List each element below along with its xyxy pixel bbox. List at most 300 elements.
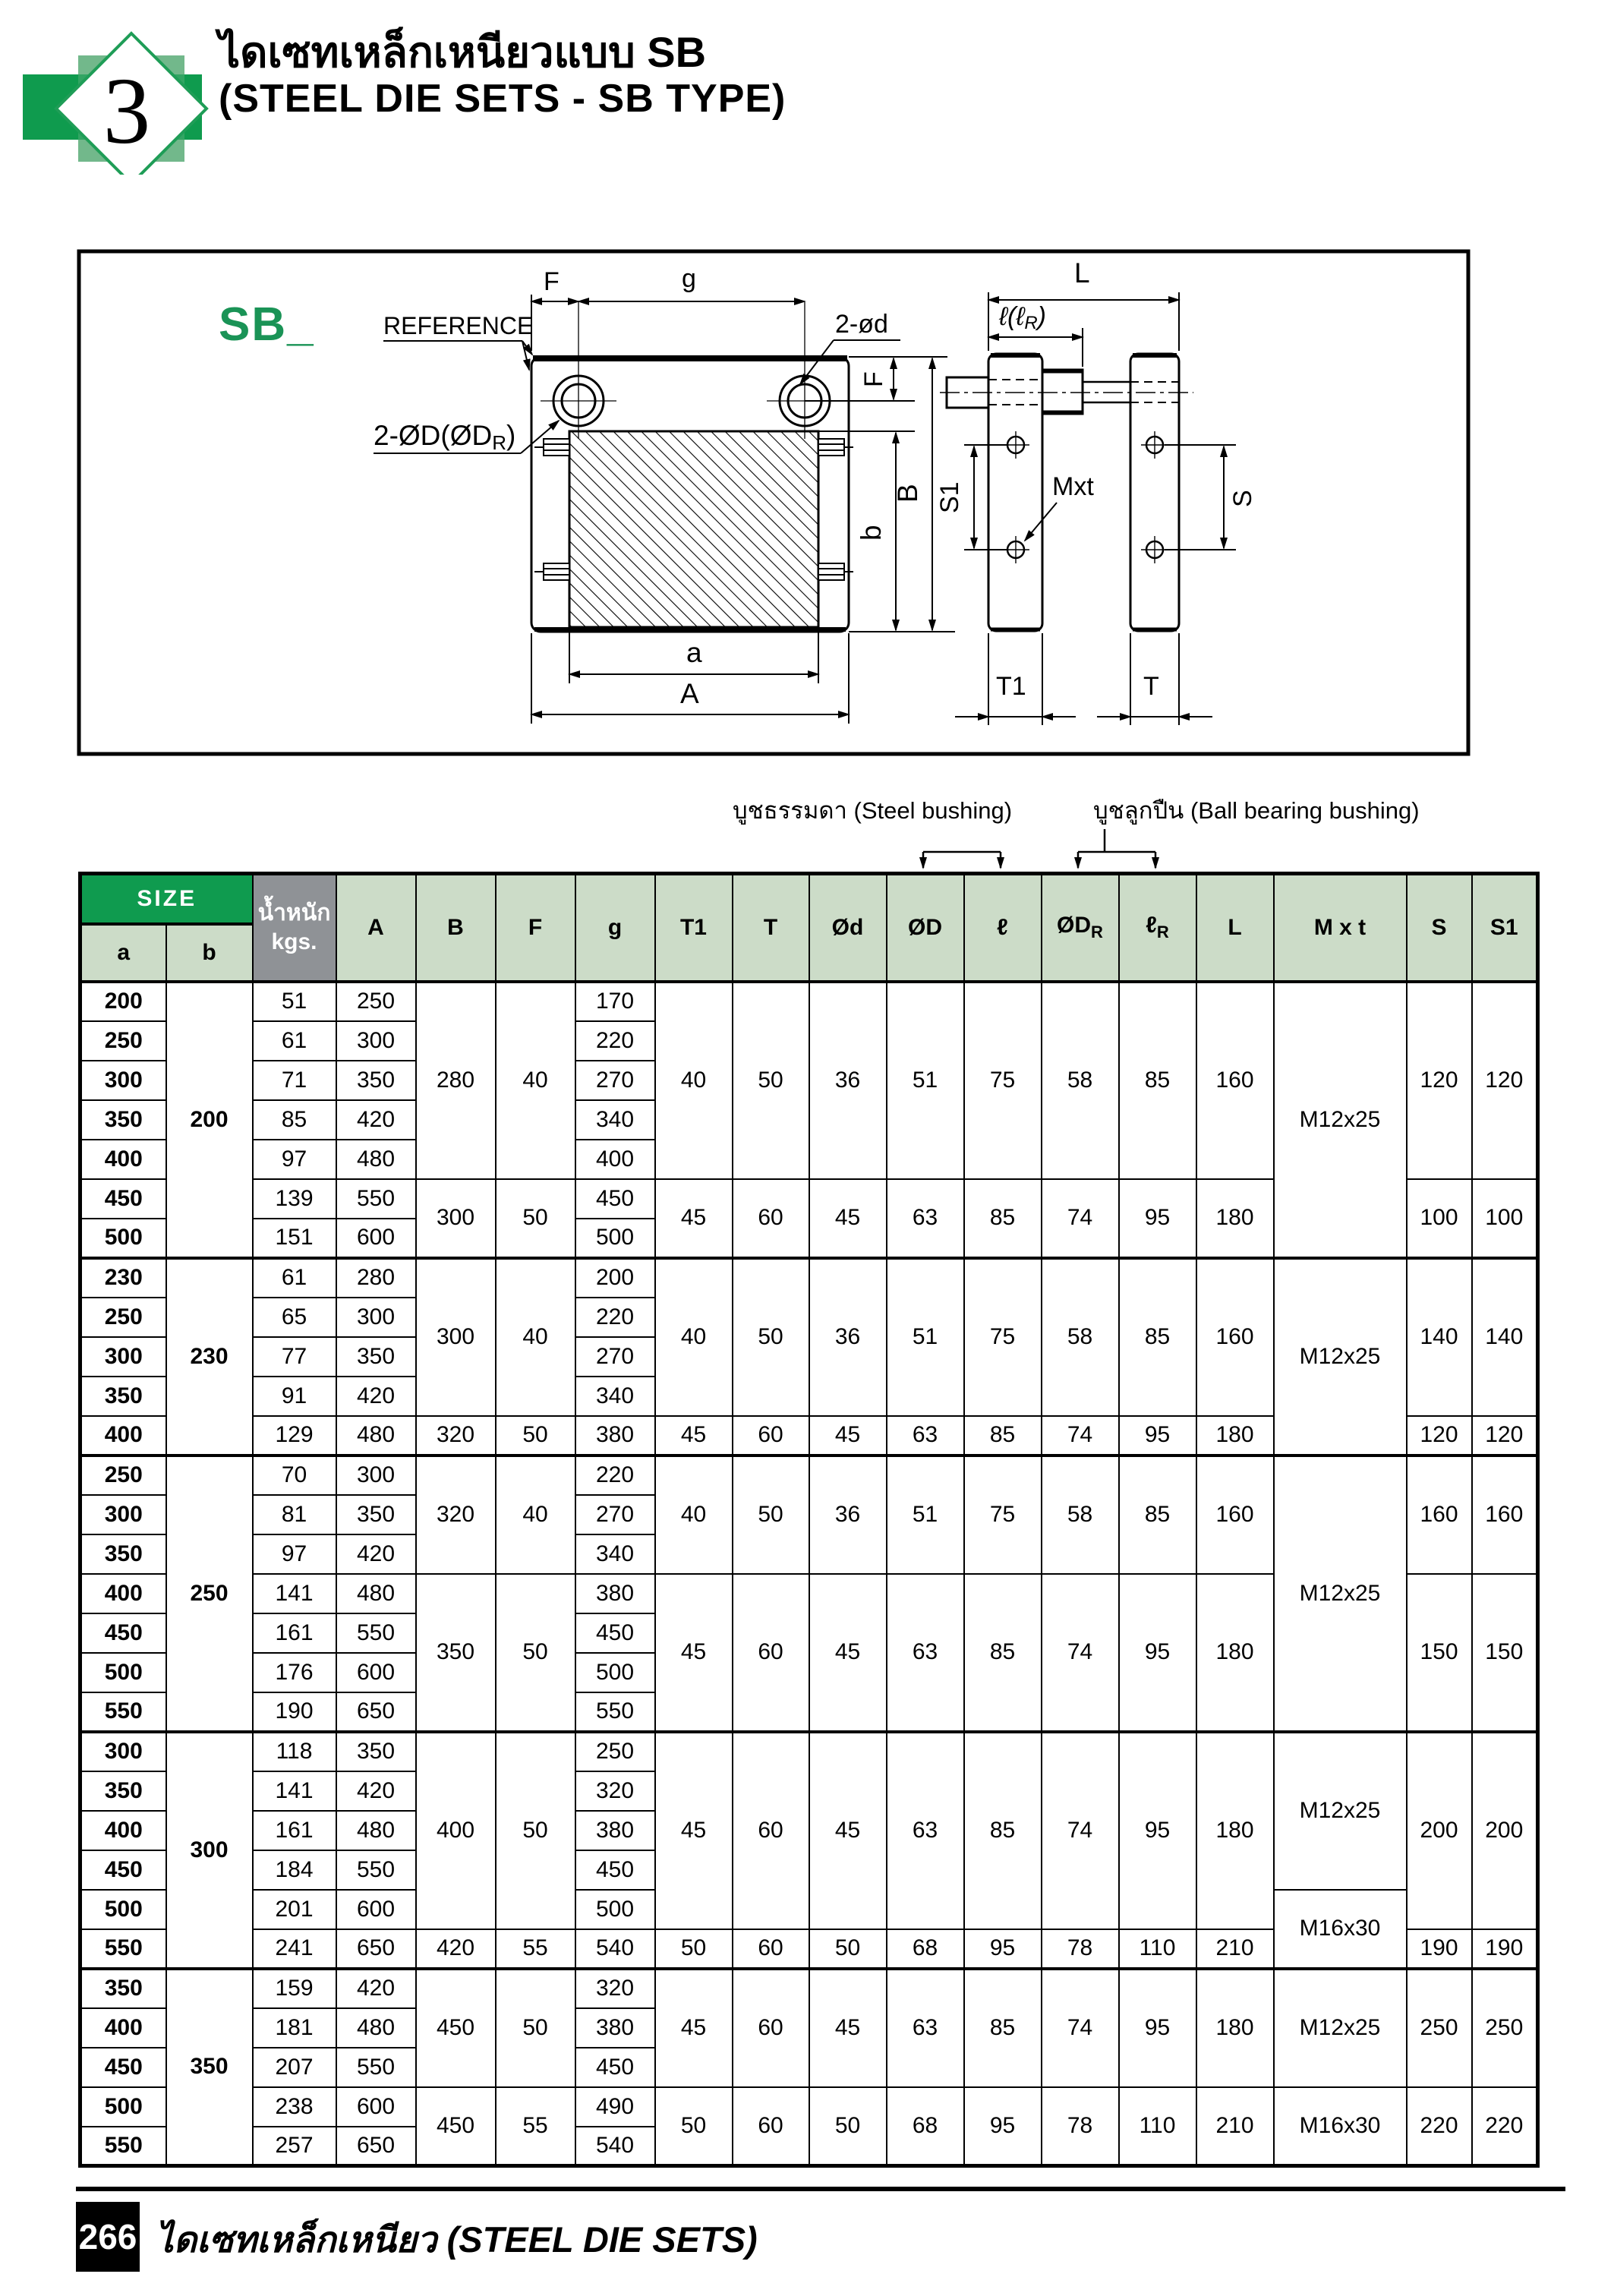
table-cell: 150 <box>1472 1574 1538 1732</box>
table-cell: M16x30 <box>1274 1890 1407 1969</box>
header-col: ØD <box>887 874 964 982</box>
table-cell: 200 <box>80 982 166 1021</box>
table-cell: 58 <box>1042 982 1119 1179</box>
table-cell: 50 <box>655 1929 733 1969</box>
table-cell: 400 <box>416 1732 496 1929</box>
table-cell: 65 <box>253 1298 336 1337</box>
table-cell: 141 <box>253 1771 336 1811</box>
dim-label-S1: S1 <box>935 481 964 513</box>
dim-label-B: B <box>892 484 923 503</box>
table-cell: 50 <box>733 1258 809 1416</box>
table-cell: 257 <box>253 2127 336 2166</box>
table-cell: 340 <box>575 1100 655 1140</box>
table-cell: 77 <box>253 1337 336 1377</box>
page-title-english: (STEEL DIE SETS - SB TYPE) <box>219 77 787 121</box>
table-cell: 50 <box>733 1456 809 1574</box>
table-cell: 110 <box>1119 1929 1196 1969</box>
dim-label-T1: T1 <box>996 672 1026 701</box>
table-row <box>80 1969 1538 2008</box>
dim-label-L: L <box>1074 257 1090 289</box>
table-cell: 68 <box>887 2087 964 2166</box>
table-cell: 500 <box>575 1890 655 1929</box>
table-cell: 400 <box>575 1140 655 1179</box>
table-cell: 550 <box>80 1929 166 1969</box>
table-cell: 150 <box>1407 1574 1472 1732</box>
table-row <box>80 1456 1538 1495</box>
table-cell: 550 <box>336 2048 416 2087</box>
table-cell: 70 <box>253 1456 336 1495</box>
table-cell: 139 <box>253 1179 336 1219</box>
table-cell: 141 <box>253 1574 336 1613</box>
table-cell: 75 <box>964 1258 1042 1416</box>
table-cell: 250 <box>80 1456 166 1495</box>
table-cell: 45 <box>809 1732 887 1929</box>
table-cell: 129 <box>253 1416 336 1456</box>
table-cell: 450 <box>80 1850 166 1890</box>
header-col: S <box>1407 874 1472 982</box>
table-cell: 500 <box>80 1890 166 1929</box>
dim-label-S: S <box>1228 490 1257 507</box>
table-cell: 95 <box>964 2087 1042 2166</box>
table-cell: 540 <box>575 2127 655 2166</box>
table-cell: 97 <box>253 1140 336 1179</box>
table-cell: 250 <box>80 1021 166 1061</box>
steel-bushing-note: บูชธรรมดา (Steel bushing) <box>733 797 1013 824</box>
table-cell: 78 <box>1042 1929 1119 1969</box>
table-cell: 68 <box>887 1929 964 1969</box>
table-cell: 75 <box>964 982 1042 1179</box>
table-cell: 380 <box>575 1811 655 1850</box>
table-cell: 40 <box>655 1456 733 1574</box>
table-cell: 600 <box>336 1219 416 1258</box>
table-cell: 480 <box>336 2008 416 2048</box>
table-cell: 180 <box>1196 1179 1274 1258</box>
page-title-thai: ไดเซทเหล็กเหนียวแบบ SB <box>219 28 707 76</box>
table-cell: 300 <box>80 1061 166 1100</box>
table-cell: 207 <box>253 2048 336 2087</box>
header-weight-unit: kgs. <box>271 929 317 954</box>
table-cell: 40 <box>496 1258 575 1416</box>
table-cell: 160 <box>1196 1456 1274 1574</box>
table-cell: 50 <box>496 1574 575 1732</box>
table-cell: 450 <box>575 1179 655 1219</box>
table-cell: 320 <box>416 1456 496 1574</box>
table-cell: 36 <box>809 1258 887 1416</box>
table-cell: 600 <box>336 1890 416 1929</box>
table-cell: 350 <box>80 1534 166 1574</box>
table-cell: 200 <box>166 982 253 1258</box>
table-cell: 250 <box>336 982 416 1021</box>
table-cell: 350 <box>80 1771 166 1811</box>
table-cell: 74 <box>1042 1969 1119 2087</box>
table-cell: 230 <box>80 1258 166 1298</box>
table-cell: M12x25 <box>1274 982 1407 1258</box>
table-cell: 85 <box>964 1574 1042 1732</box>
table-cell: 420 <box>336 1969 416 2008</box>
table-cell: 550 <box>575 1692 655 1732</box>
table-cell: 480 <box>336 1811 416 1850</box>
spec-table-header <box>80 874 1538 982</box>
table-cell: 45 <box>655 1179 733 1258</box>
table-cell: 380 <box>575 2008 655 2048</box>
page-number-badge: 266 <box>76 2202 140 2272</box>
table-cell: 250 <box>80 1298 166 1337</box>
table-cell: 350 <box>416 1574 496 1732</box>
table-cell: 91 <box>253 1377 336 1416</box>
table-cell: 300 <box>166 1732 253 1969</box>
table-cell: 45 <box>809 1574 887 1732</box>
table-cell: 350 <box>336 1495 416 1534</box>
table-cell: 350 <box>80 1100 166 1140</box>
table-cell: 45 <box>809 1969 887 2087</box>
table-cell: 95 <box>1119 1179 1196 1258</box>
table-cell: 85 <box>1119 1456 1196 1574</box>
table-cell: 78 <box>1042 2087 1119 2166</box>
table-cell: 190 <box>1472 1929 1538 1969</box>
table-cell: 50 <box>809 2087 887 2166</box>
table-cell: 400 <box>80 1140 166 1179</box>
table-cell: 100 <box>1472 1179 1538 1258</box>
table-cell: 45 <box>809 1179 887 1258</box>
table-cell: 40 <box>655 982 733 1179</box>
dim-label-g: g <box>682 264 696 293</box>
table-cell: 160 <box>1407 1456 1472 1574</box>
table-cell: 75 <box>964 1456 1042 1574</box>
header-col: F <box>496 874 575 982</box>
spec-table <box>78 872 1540 2168</box>
table-cell: 159 <box>253 1969 336 2008</box>
table-cell: 400 <box>80 1574 166 1613</box>
table-cell: 45 <box>655 1574 733 1732</box>
header-weight-thai: น้ำหนัก <box>257 900 331 926</box>
table-cell: 50 <box>733 982 809 1179</box>
table-cell: 450 <box>80 1179 166 1219</box>
table-cell: 201 <box>253 1890 336 1929</box>
header-col: B <box>416 874 496 982</box>
table-cell: 280 <box>336 1258 416 1298</box>
dim-label-F-right: F <box>859 371 888 387</box>
table-cell: 63 <box>887 1416 964 1456</box>
table-cell: M16x30 <box>1274 2087 1407 2166</box>
table-cell: 650 <box>336 1929 416 1969</box>
table-cell: M12x25 <box>1274 1258 1407 1456</box>
table-cell: 300 <box>80 1732 166 1771</box>
table-row <box>80 1258 1538 1298</box>
table-cell: 50 <box>809 1929 887 1969</box>
table-cell: 450 <box>416 1969 496 2087</box>
table-cell: 81 <box>253 1495 336 1534</box>
table-cell: 350 <box>336 1061 416 1100</box>
table-cell: 85 <box>964 1179 1042 1258</box>
table-cell: 60 <box>733 1416 809 1456</box>
spec-table-body <box>80 982 1538 2166</box>
footer-title: ไดเซทเหล็กเหนียว (STEEL DIE SETS) <box>156 2219 758 2260</box>
table-cell: 120 <box>1472 982 1538 1179</box>
table-cell: 380 <box>575 1574 655 1613</box>
table-cell: 450 <box>80 2048 166 2087</box>
header-col: L <box>1196 874 1274 982</box>
table-cell: 190 <box>1407 1929 1472 1969</box>
table-cell: 60 <box>733 2087 809 2166</box>
table-cell: 220 <box>575 1021 655 1061</box>
table-cell: 110 <box>1119 2087 1196 2166</box>
table-cell: 151 <box>253 1219 336 1258</box>
table-cell: 100 <box>1407 1179 1472 1258</box>
table-cell: 420 <box>336 1771 416 1811</box>
table-cell: 320 <box>416 1416 496 1456</box>
table-cell: 36 <box>809 982 887 1179</box>
table-cell: 95 <box>1119 1416 1196 1456</box>
table-cell: 550 <box>336 1179 416 1219</box>
table-cell: 230 <box>166 1258 253 1456</box>
table-cell: 120 <box>1472 1416 1538 1456</box>
table-cell: 95 <box>1119 1732 1196 1929</box>
table-cell: 40 <box>496 1456 575 1574</box>
table-cell: 420 <box>336 1534 416 1574</box>
table-cell: 238 <box>253 2087 336 2127</box>
table-cell: 600 <box>336 2087 416 2127</box>
table-cell: 490 <box>575 2087 655 2127</box>
ball-bushing-note: บูชลูกปืน (Ball bearing bushing) <box>1093 797 1420 824</box>
table-cell: 320 <box>575 1771 655 1811</box>
table-cell: 200 <box>1407 1732 1472 1929</box>
table-cell: 74 <box>1042 1574 1119 1732</box>
table-cell: 45 <box>809 1416 887 1456</box>
table-cell: 180 <box>1196 1574 1274 1732</box>
table-cell: 241 <box>253 1929 336 1969</box>
table-cell: 85 <box>964 1732 1042 1929</box>
table-cell: 220 <box>575 1298 655 1337</box>
table-cell: 650 <box>336 1692 416 1732</box>
table-cell: 200 <box>1472 1732 1538 1929</box>
table-cell: 118 <box>253 1732 336 1771</box>
table-cell: 181 <box>253 2008 336 2048</box>
table-cell: 500 <box>80 1219 166 1258</box>
table-cell: 184 <box>253 1850 336 1890</box>
table-cell: 36 <box>809 1456 887 1574</box>
table-cell: 45 <box>655 1969 733 2087</box>
table-cell: 250 <box>575 1732 655 1771</box>
table-cell: 540 <box>575 1929 655 1969</box>
table-cell: 480 <box>336 1416 416 1456</box>
table-cell: 45 <box>655 1732 733 1929</box>
table-cell: 300 <box>80 1495 166 1534</box>
table-cell: 250 <box>166 1456 253 1732</box>
table-cell: 350 <box>336 1732 416 1771</box>
table-cell: 50 <box>496 1416 575 1456</box>
table-cell: 51 <box>887 1456 964 1574</box>
table-cell: 97 <box>253 1534 336 1574</box>
table-cell: 300 <box>336 1021 416 1061</box>
dim-label-l: ℓ(ℓR) <box>999 302 1046 333</box>
table-cell: 140 <box>1472 1258 1538 1416</box>
table-cell: 400 <box>80 1811 166 1850</box>
table-cell: 74 <box>1042 1732 1119 1929</box>
table-cell: 51 <box>887 1258 964 1416</box>
table-cell: 420 <box>336 1100 416 1140</box>
table-cell: M12x25 <box>1274 1969 1407 2087</box>
dim-label-A: A <box>680 678 699 709</box>
table-cell: 85 <box>964 1969 1042 2087</box>
table-cell: 400 <box>80 1416 166 1456</box>
table-cell: 450 <box>416 2087 496 2166</box>
header-col: ℓ$_R$ <box>1119 874 1196 982</box>
table-cell: 450 <box>80 1613 166 1653</box>
table-cell: 220 <box>575 1456 655 1495</box>
table-cell: 60 <box>733 1179 809 1258</box>
table-cell: 61 <box>253 1021 336 1061</box>
table-cell: 50 <box>496 1179 575 1258</box>
table-cell: 74 <box>1042 1416 1119 1456</box>
table-cell: 51 <box>253 982 336 1021</box>
table-cell: 95 <box>1119 1574 1196 1732</box>
table-cell: 170 <box>575 982 655 1021</box>
table-cell: 140 <box>1407 1258 1472 1416</box>
table-cell: 450 <box>575 1613 655 1653</box>
table-cell: 450 <box>575 1850 655 1890</box>
table-cell: 160 <box>1196 982 1274 1179</box>
footer-rule <box>76 2187 1565 2191</box>
header-weight <box>253 874 336 982</box>
table-cell: 160 <box>1472 1456 1538 1574</box>
table-cell: 500 <box>80 2087 166 2127</box>
table-cell: 550 <box>336 1613 416 1653</box>
table-cell: 300 <box>416 1179 496 1258</box>
table-cell: 450 <box>575 2048 655 2087</box>
table-cell: 270 <box>575 1337 655 1377</box>
table-cell: 176 <box>253 1653 336 1692</box>
table-cell: 350 <box>166 1969 253 2166</box>
table-cell: 400 <box>80 2008 166 2048</box>
table-cell: 58 <box>1042 1258 1119 1416</box>
table-cell: 270 <box>575 1061 655 1100</box>
table-cell: 350 <box>80 1969 166 2008</box>
table-cell: 60 <box>733 1969 809 2087</box>
header-col: T <box>733 874 809 982</box>
table-cell: 340 <box>575 1377 655 1416</box>
dim-label-F-top: F <box>544 267 560 296</box>
table-cell: 550 <box>336 1850 416 1890</box>
table-cell: 550 <box>80 2127 166 2166</box>
table-cell: 161 <box>253 1613 336 1653</box>
table-row <box>80 1732 1538 1771</box>
table-cell: 650 <box>336 2127 416 2166</box>
table-cell: 350 <box>336 1337 416 1377</box>
dim-label-a: a <box>686 637 702 668</box>
table-cell: 350 <box>80 1377 166 1416</box>
table-cell: 40 <box>655 1258 733 1416</box>
table-cell: 85 <box>1119 982 1196 1179</box>
table-cell: 50 <box>496 1969 575 2087</box>
table-cell: 45 <box>655 1416 733 1456</box>
table-cell: 210 <box>1196 1929 1274 1969</box>
table-cell: 300 <box>80 1337 166 1377</box>
dim-label-b: b <box>856 525 887 541</box>
table-cell: 300 <box>416 1258 496 1416</box>
table-cell: 120 <box>1407 1416 1472 1456</box>
table-cell: 340 <box>575 1534 655 1574</box>
table-cell: 85 <box>1119 1258 1196 1416</box>
table-cell: 180 <box>1196 1416 1274 1456</box>
table-cell: 40 <box>496 982 575 1179</box>
table-cell: 270 <box>575 1495 655 1534</box>
table-cell: 85 <box>964 1416 1042 1456</box>
header-a: a <box>80 924 166 982</box>
table-cell: 480 <box>336 1574 416 1613</box>
reference-label: REFERENCE <box>383 312 534 339</box>
table-cell: 190 <box>253 1692 336 1732</box>
table-cell: M12x25 <box>1274 1732 1407 1890</box>
header-col: Ød <box>809 874 887 982</box>
table-cell: 50 <box>496 1732 575 1929</box>
header-col: $ØD_R$ <box>1042 874 1119 982</box>
holes-small-label: 2-ød <box>835 310 888 339</box>
header-col: ℓ <box>964 874 1042 982</box>
table-cell: 180 <box>1196 1969 1274 2087</box>
table-cell: 220 <box>1472 2087 1538 2166</box>
table-cell: 51 <box>887 982 964 1179</box>
header-col: A <box>336 874 416 982</box>
table-row <box>80 2087 1538 2127</box>
table-cell: 160 <box>1196 1258 1274 1416</box>
table-cell: 500 <box>575 1653 655 1692</box>
dim-label-Mxt: Mxt <box>1052 472 1094 501</box>
table-cell: 63 <box>887 1179 964 1258</box>
table-cell: 420 <box>416 1929 496 1969</box>
table-cell: 85 <box>253 1100 336 1140</box>
table-cell: 180 <box>1196 1732 1274 1929</box>
table-cell: 250 <box>1407 1969 1472 2087</box>
table-cell: 60 <box>733 1732 809 1929</box>
header-col: g <box>575 874 655 982</box>
table-cell: 280 <box>416 982 496 1179</box>
table-cell: 55 <box>496 1929 575 1969</box>
table-cell: 58 <box>1042 1456 1119 1574</box>
table-cell: 63 <box>887 1969 964 2087</box>
table-cell: 320 <box>575 1969 655 2008</box>
table-cell: 74 <box>1042 1179 1119 1258</box>
table-cell: M12x25 <box>1274 1456 1407 1732</box>
header-col: S1 <box>1472 874 1538 982</box>
table-cell: 55 <box>496 2087 575 2166</box>
table-cell: 500 <box>575 1219 655 1258</box>
dim-label-T: T <box>1143 672 1159 701</box>
table-cell: 250 <box>1472 1969 1538 2087</box>
table-cell: 200 <box>575 1258 655 1298</box>
header-col: T1 <box>655 874 733 982</box>
model-label: SB_ <box>219 298 315 351</box>
table-cell: 61 <box>253 1258 336 1298</box>
table-cell: 50 <box>655 2087 733 2166</box>
table-cell: 550 <box>80 1692 166 1732</box>
table-cell: 500 <box>80 1653 166 1692</box>
table-cell: 60 <box>733 1929 809 1969</box>
table-cell: 60 <box>733 1574 809 1732</box>
table-cell: 220 <box>1407 2087 1472 2166</box>
table-cell: 480 <box>336 1140 416 1179</box>
table-cell: 420 <box>336 1377 416 1416</box>
table-cell: 63 <box>887 1732 964 1929</box>
table-cell: 380 <box>575 1416 655 1456</box>
table-cell: 71 <box>253 1061 336 1100</box>
table-cell: 300 <box>336 1456 416 1495</box>
header-col: M x t <box>1274 874 1407 982</box>
table-cell: 600 <box>336 1653 416 1692</box>
table-cell: 120 <box>1407 982 1472 1179</box>
bushing-arrows <box>923 829 1155 868</box>
holes-big-label: 2-ØD(ØDR) <box>374 420 516 454</box>
table-cell: 161 <box>253 1811 336 1850</box>
